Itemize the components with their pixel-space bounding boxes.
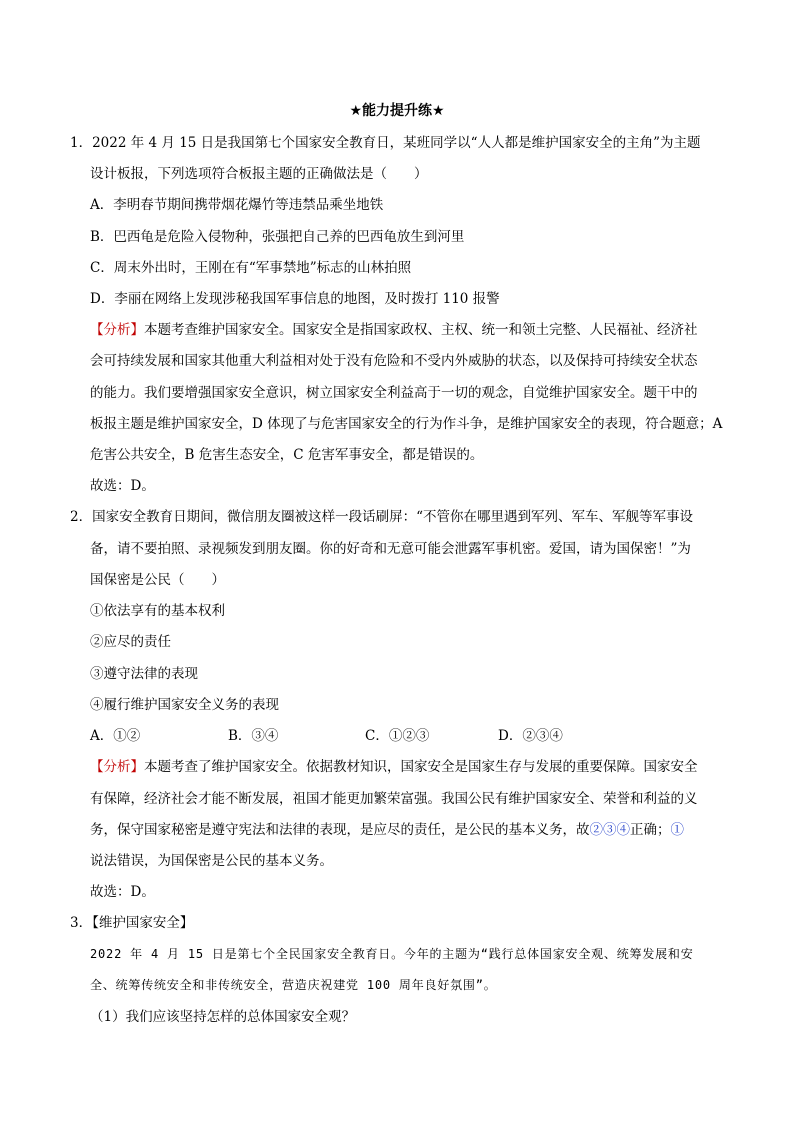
analysis-tag: 【分析】 <box>90 759 144 775</box>
q2-stem-line2: 备，请不要拍照、录视频发到朋友圈。你的好奇和无意可能会泄露军事机密。爱国，请为国保密！”为 <box>90 541 691 557</box>
q2-analysis-line4: 说法错误，为国保密是公民的基本义务。 <box>90 853 333 869</box>
analysis-tag: 【分析】 <box>90 322 144 338</box>
q1-answer: 故选：D。 <box>90 478 155 494</box>
q2-option-b: B．③④ <box>228 728 279 744</box>
q2-option-d: D．②③④ <box>498 728 563 744</box>
q2-item-1: ①依法享有的基本权利 <box>90 603 225 619</box>
analysis-text: 正确； <box>630 822 671 838</box>
analysis-text: 本题考查维护国家安全。国家安全是指国家政权、主权、统一和领土完整、人民福祉、经济社 <box>144 322 698 338</box>
q2-stem-line3: 国保密是公民（ ） <box>90 572 225 588</box>
q3-material-line1: 2022 年 4 月 15 日是第七个全民国家安全教育日。今年的主题为“践行总体国家安全观、统筹发展和安 <box>90 947 694 961</box>
q2-option-c: C．①②③ <box>365 728 430 744</box>
highlight-correct: ②③④ <box>589 822 630 838</box>
highlight-wrong: ① <box>670 822 684 838</box>
analysis-text: 务，保守国家秘密是遵守宪法和法律的表现，是应尽的责任，是公民的基本义务，故 <box>90 822 590 838</box>
q1-analysis-line5: 危害公共安全，B 危害生态安全，C 危害军事安全，都是错误的。 <box>90 447 484 463</box>
q1-stem-line1: 1．2022 年 4 月 15 日是我国第七个国家安全教育日，某班同学以“人人都是维护国家安全的主角”为主题 <box>70 135 701 151</box>
q3-subquestion-1: （1）我们应该坚持怎样的总体国家安全观？ <box>90 1009 356 1025</box>
q1-analysis-line1 <box>90 320 698 340</box>
q1-analysis-line4: 板报主题是维护国家安全，D 体现了与危害国家安全的行为作斗争，是维护国家安全的表现，符合题意；A <box>90 416 723 432</box>
q3-heading: 3．【维护国家安全】 <box>70 915 194 931</box>
q2-item-3: ③遵守法律的表现 <box>90 666 198 682</box>
section-title: ★能力提升练★ <box>349 103 445 119</box>
q1-option-a: A．李明春节期间携带烟花爆竹等违禁品乘坐地铁 <box>90 197 384 213</box>
analysis-text: 本题考查了维护国家安全。依据教材知识，国家安全是国家生存与发展的重要保障。国家安全 <box>144 759 698 775</box>
q1-option-c: C．周末外出时，王刚在有“军事禁地”标志的山林拍照 <box>90 260 412 276</box>
q2-analysis-line1 <box>90 757 698 777</box>
q2-item-4: ④履行维护国家安全义务的表现 <box>90 697 279 713</box>
q2-item-2: ②应尽的责任 <box>90 634 171 650</box>
q1-option-d: D．李丽在网络上发现涉秘我国军事信息的地图，及时拨打 110 报警 <box>90 291 500 307</box>
q1-analysis-line2: 会可持续发展和国家其他重大利益相对处于没有危险和不受内外威胁的状态，以及保持可持续安全状态 <box>90 353 698 369</box>
q2-stem-line1: 2．国家安全教育日期间，微信朋友圈被这样一段话刷屏：“不管你在哪里遇到军列、军车、军舰等军事设 <box>70 509 693 525</box>
q3-material-line2: 全、统筹传统安全和非传统安全，营造庆祝建党 100 周年良好氛围”。 <box>90 978 497 992</box>
q2-option-a: A．①② <box>90 728 141 744</box>
q2-analysis-line3 <box>90 820 684 840</box>
q2-analysis-line2: 有保障，经济社会才能不断发展，祖国才能更加繁荣富强。我国公民有维护国家安全、荣誉和利益的义 <box>90 791 698 807</box>
q2-answer: 故选：D。 <box>90 884 155 900</box>
q1-option-b: B．巴西龟是危险入侵物种，张强把自己养的巴西龟放生到河里 <box>90 229 465 245</box>
q1-analysis-line3: 的能力。我们要增强国家安全意识，树立国家安全利益高于一切的观念，自觉维护国家安全。题干中的 <box>90 385 698 401</box>
q1-stem-line2: 设计板报，下列选项符合板报主题的正确做法是（ ） <box>90 166 428 182</box>
